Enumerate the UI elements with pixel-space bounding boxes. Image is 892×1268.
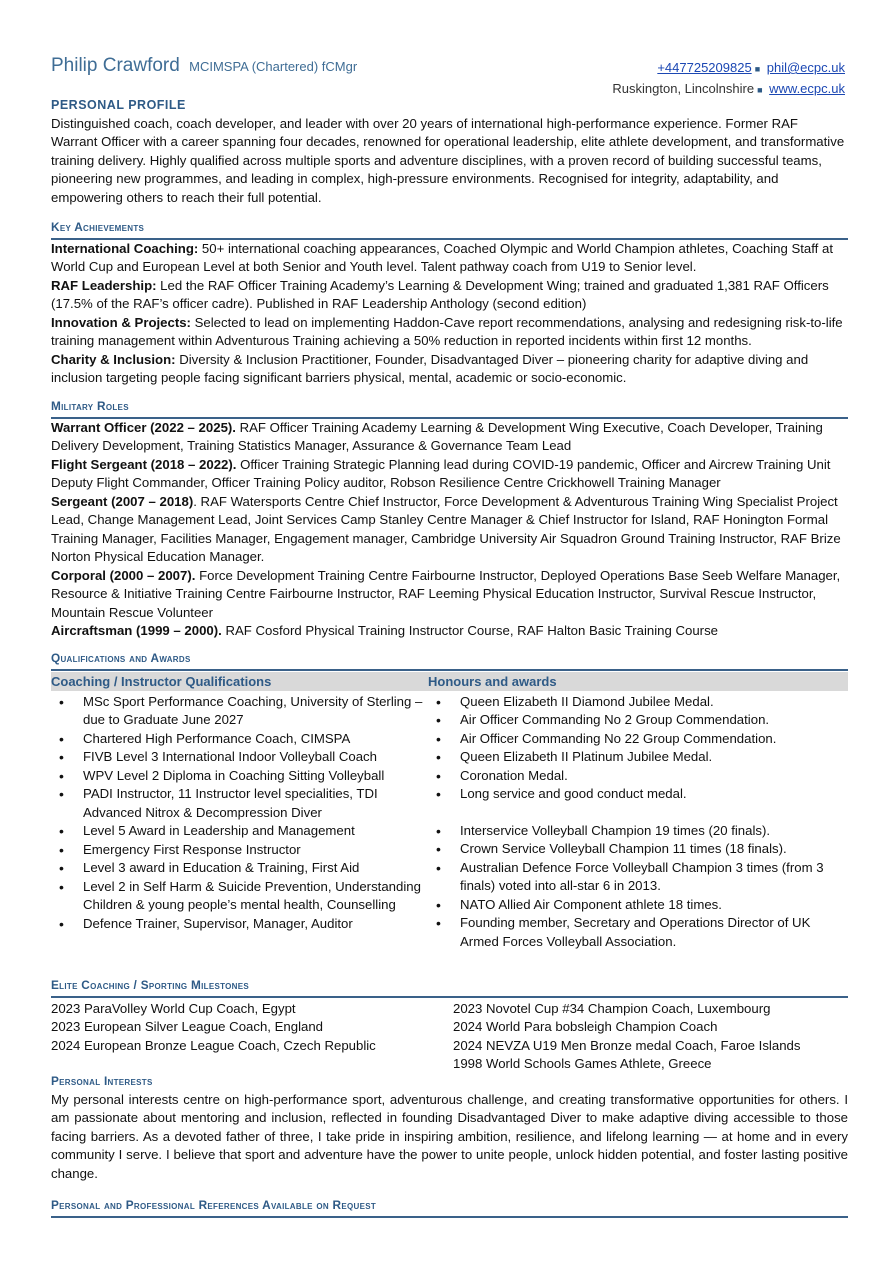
section-divider [51, 1216, 848, 1218]
qualifications-left-column [51, 672, 428, 952]
honours-list [428, 693, 848, 804]
qualifications-columns [51, 672, 848, 952]
location-text: Ruskington, Lincolnshire [612, 81, 755, 96]
references-heading: Personal and Professional References Available on Request [51, 1198, 377, 1212]
milestone-item: 2023 Novotel Cup #34 Champion Coach, Luxembourg [453, 1000, 771, 1016]
website-link[interactable]: www.ecpc.uk [769, 81, 845, 96]
section-divider [51, 996, 848, 998]
military-role-item [51, 419, 848, 456]
profile-heading: PERSONAL PROFILE [51, 98, 186, 112]
achievement-item-text: 50+ international coaching appearances, Coached Olympic and World Champion athletes, Coaching Staff at World Cup and European Level at both Senior and Youth level. Talent pathway coach from U19 to Senior level. [51, 240, 833, 274]
honour-item: • Coronation Medal. [428, 767, 848, 786]
interests-text: My personal interests centre on high-performance sport, adventurous challenge, and creating transformative opportunities for others. I am passionate about mentoring and inclusion, reflected in founding Disadvantaged Diver to make adaptive diving accessible to those facing barriers. As a devoted father of three, I take pride in inspiring ambition, resilience, and lifelong learning — at home and in every community I serve. I believe that sport and adventure have the power to unite people, unlock hidden potential, and foster lasting positive change. [51, 1091, 848, 1181]
achievements-list [51, 240, 848, 388]
milestone-item: 2023 ParaVolley World Cup Coach, Egypt [51, 1000, 296, 1016]
credentials: MCIMSPA (Chartered) fCMgr [189, 59, 358, 74]
sporting-honour-item: • NATO Allied Air Component athlete 18 times. [428, 896, 848, 915]
military-role-item-label: Sergeant (2007 – 2018) [51, 493, 194, 509]
military-role-item-text: RAF Officer Training Academy Learning & Development Wing Executive, Coach Developer, Training Delivery Development, Training Statistics Manager, Assurance & Governance Team Lead [51, 419, 823, 453]
milestones-section [51, 976, 848, 1074]
profile-text: Distinguished coach, coach developer, and leader with over 20 years of international high-performance experience. Former RAF Warrant Officer with a career spanning four decades, renowned for operational leadership, elite athlete development, and transformative training delivery. Highly qualified across multiple sports and adventure disciplines, with a proven record of building successful teams, pioneering new programmes, and leading in complex, high-pressure environments. Recognised for integrity, adaptability, and empowering others to reach their full potential. [51, 115, 845, 205]
achievement-item [51, 314, 848, 351]
milestone-item: 2023 European Silver League Coach, England [51, 1019, 324, 1034]
military-role-item [51, 493, 848, 567]
qualification-item: • Level 2 in Self Harm & Suicide Prevention, Understanding Children & young people’s mental health, Counselling [51, 878, 428, 915]
achievement-item [51, 240, 848, 277]
qualifications-heading: Qualifications and Awards [51, 651, 191, 665]
qualifications-right-column [428, 672, 848, 952]
honour-item: • Queen Elizabeth II Platinum Jubilee Medal. [428, 748, 848, 767]
military-role-item-label: Aircraftsman (1999 – 2000). [51, 623, 222, 638]
qualification-item: • Level 3 award in Education & Training, First Aid [51, 859, 428, 878]
military-role-item-label: Warrant Officer (2022 – 2025). [51, 419, 236, 435]
qualification-item: • Chartered High Performance Coach, CIMSPA [51, 730, 428, 749]
achievement-item-label: Innovation & Projects: [51, 314, 191, 330]
military-role-item [51, 567, 848, 623]
qualification-item: • MSc Sport Performance Coaching, University of Sterling – due to Graduate June 2027 [51, 693, 428, 730]
milestone-item: 2024 World Para bobsleigh Champion Coach [453, 1019, 718, 1034]
honours-heading: Honours and awards [428, 672, 848, 691]
military-list [51, 419, 848, 641]
phone-link[interactable]: +447725209825 [657, 60, 752, 75]
achievement-item-label: Charity & Inclusion: [51, 351, 176, 367]
honour-item: • Air Officer Commanding No 22 Group Commendation. [428, 730, 848, 749]
references-section [51, 1196, 848, 1218]
milestone-item: 1998 World Schools Games Athlete, Greece [453, 1056, 712, 1071]
qualification-item: • PADI Instructor, 11 Instructor level specialities, TDI Advanced Nitrox & Decompression Diver [51, 785, 428, 822]
military-role-item-text: Officer Training Strategic Planning lead during COVID-19 pandemic, Officer and Aircrew Training Unit Deputy Flight Commander, Officer Training Policy auditor, Robson Resilience Centre Crickhowell Training Manager [51, 456, 831, 490]
achievements-heading: Key Achievements [51, 220, 145, 234]
candidate-name [51, 54, 357, 79]
sporting-honour-item: • Crown Service Volleyball Champion 11 times (18 finals). [428, 840, 848, 859]
military-role-item-text: RAF Cosford Physical Training Instructor Course, RAF Halton Basic Training Course [221, 623, 718, 638]
achievement-item-text: Diversity & Inclusion Practitioner, Founder, Disadvantaged Diver – pioneering charity for adaptive diving and inclusion targeting people facing significant barriers physical, mental, academic or socio-economic. [51, 351, 809, 385]
military-role-item-label: Flight Sergeant (2018 – 2022). [51, 456, 237, 472]
separator-icon: ■ [754, 64, 761, 74]
qualification-item: • WPV Level 2 Diploma in Coaching Sitting Volleyball [51, 767, 428, 786]
achievement-item-text: Led the RAF Officer Training Academy’s Learning & Development Wing; trained and graduated 1,381 RAF Officers (17.5% of the RAF’s officer cadre). Published in RAF Leadership Anthology (second edition) [51, 277, 829, 311]
qualification-item: • Defence Trainer, Supervisor, Manager, Auditor [51, 915, 428, 934]
honour-item: • Queen Elizabeth II Diamond Jubilee Medal. [428, 693, 848, 712]
milestones-left [51, 1000, 453, 1074]
military-heading: Military Roles [51, 399, 129, 413]
achievement-item-text: Selected to lead on implementing Haddon-Cave report recommendations, analysing and redesigning risk-to-life training management within Adventurous Training achieving a 50% reduction in reported incidents within first 12 months. [51, 314, 843, 348]
qualification-item: • Level 5 Award in Leadership and Management [51, 822, 428, 841]
achievement-item-label: RAF Leadership: [51, 277, 157, 293]
contact-block [612, 58, 845, 100]
separator-icon: ■ [757, 85, 763, 95]
email-link[interactable]: phil@ecpc.uk [766, 60, 845, 75]
military-role-item [51, 622, 848, 641]
milestone-item: 2024 NEVZA U19 Men Bronze medal Coach, Faroe Islands [453, 1037, 801, 1053]
military-role-item-text: Force Development Training Centre Fairbourne Instructor, Deployed Operations Base Seeb Welfare Manager, Resource & Initiative Training Centre Fairbourne Instructor, RAF Leeming Physical Education Instructor, Survival Rescue Instructor, Mountain Rescue Volunteer [51, 567, 841, 620]
honour-item: • Air Officer Commanding No 2 Group Commendation. [428, 711, 848, 730]
sporting-honours-list [428, 822, 848, 952]
achievement-item [51, 351, 848, 388]
qualification-item: • Emergency First Response Instructor [51, 841, 428, 860]
qualifications-list [51, 693, 428, 934]
milestones-heading: Elite Coaching / Sporting Milestones [51, 978, 250, 992]
achievement-item [51, 277, 848, 314]
name-text: Philip Crawford [51, 55, 180, 76]
sporting-honour-item: • Founding member, Secretary and Operations Director of UK Armed Forces Volleyball Association. [428, 914, 848, 951]
list-gap [428, 804, 848, 822]
milestones-columns [51, 1000, 848, 1074]
achievements-section [51, 218, 848, 388]
qualification-item: • FIVB Level 3 International Indoor Volleyball Coach [51, 748, 428, 767]
interests-heading: Personal Interests [51, 1074, 153, 1088]
military-role-item-label: Corporal (2000 – 2007). [51, 567, 196, 583]
military-role-item [51, 456, 848, 493]
profile-section [51, 96, 848, 207]
sporting-honour-item: • Australian Defence Force Volleyball Champion 3 times (from 3 finals) voted into all-star 6 in 2013. [428, 859, 848, 896]
milestone-item: 2024 European Bronze League Coach, Czech Republic [51, 1037, 376, 1053]
qualifications-section [51, 649, 848, 951]
military-role-item-text: . RAF Watersports Centre Chief Instructor, Force Development & Adventurous Training Wing Specialist Project Lead, Change Management Lead, Joint Services Camp Stanley Centre Manager & Chief Instructor for Island, RAF Honington Formal Training Manager, Facilities Manager, Engagement manager, Cambridge University Air Squadron Ground Training Instructor, RAF Brize Norton Physical Education Manager. [51, 493, 841, 564]
honour-item: • Long service and good conduct medal. [428, 785, 848, 804]
sporting-honour-item: • Interservice Volleyball Champion 19 times (20 finals). [428, 822, 848, 841]
coaching-qualifications-heading: Coaching / Instructor Qualifications [51, 672, 428, 691]
interests-section [51, 1072, 848, 1183]
milestones-right [453, 1000, 848, 1074]
achievement-item-label: International Coaching: [51, 240, 199, 256]
military-section [51, 397, 848, 641]
section-divider [51, 669, 848, 671]
